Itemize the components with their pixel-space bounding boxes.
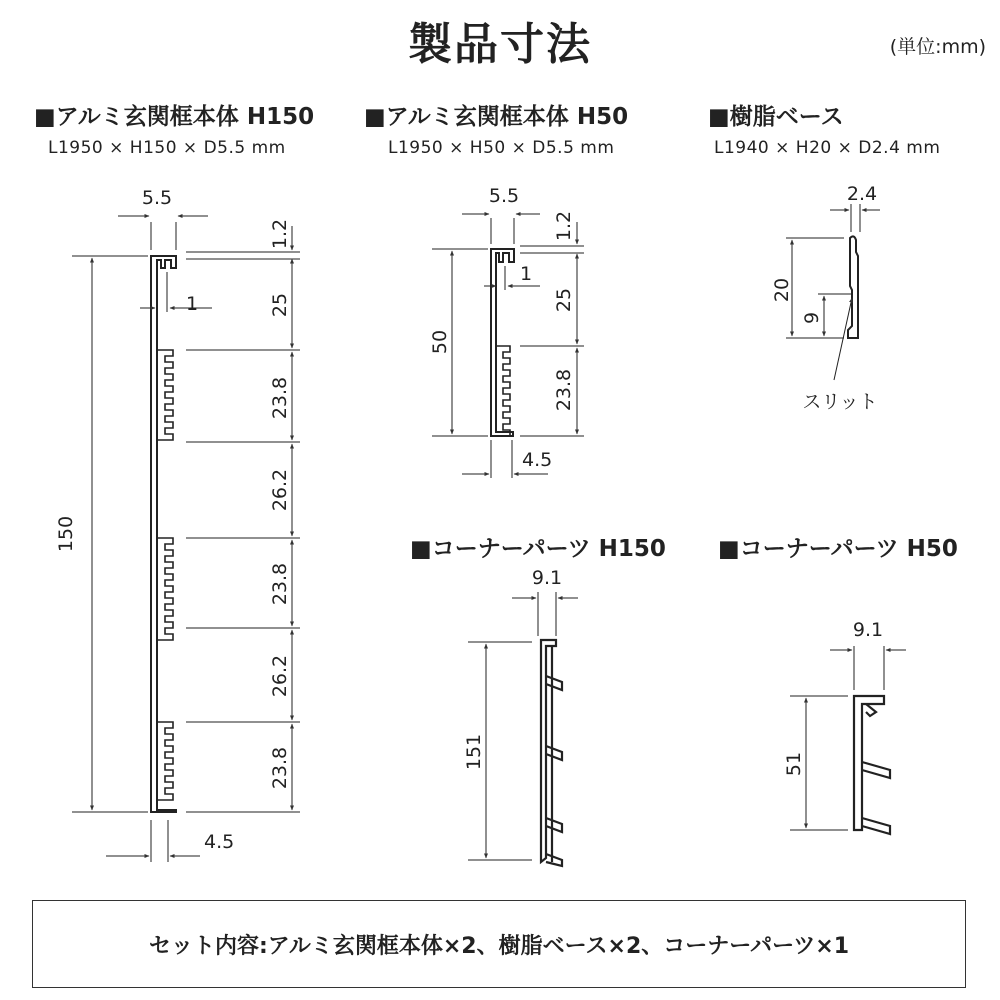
dim-slit-height: 9 [801, 311, 823, 325]
dim-seg3: 26.2 [269, 468, 291, 512]
corner-h50-profile [854, 696, 890, 834]
corner-h150-profile [541, 640, 562, 866]
dim-seg1: 25 [269, 292, 291, 318]
corner-h150-drawing [468, 592, 578, 866]
resin-base-drawing [786, 204, 880, 380]
corner-h50-labels [783, 619, 883, 776]
set-contents-box [32, 900, 966, 988]
frame-h50-profile [491, 249, 514, 436]
dim-width: 5.5 [488, 185, 520, 207]
dim-base: 4.5 [204, 831, 235, 853]
dim-height: 51 [783, 751, 805, 777]
dim-width: 9.1 [531, 567, 563, 589]
section-title-corner-h150: ■コーナーパーツ H150 [410, 536, 666, 562]
frame-h50-drawing [432, 214, 584, 478]
section-title-resin-base: ■樹脂ベース [708, 104, 844, 130]
dim-width: 5.5 [141, 187, 173, 209]
corner-h150-labels [463, 567, 562, 770]
dim-seg2: 23.8 [553, 368, 575, 412]
dim-height: 20 [771, 277, 793, 303]
unit-note: (単位:mm) [889, 36, 986, 58]
section-dims-frame-h50: L1950 × H50 × D5.5 mm [388, 138, 615, 158]
dim-height: 150 [55, 515, 77, 553]
set-contents-text: セット内容:アルミ玄関框本体×2、樹脂ベース×2、コーナーパーツ×1 [148, 933, 850, 959]
dim-seg2: 23.8 [269, 376, 291, 420]
dim-top-gap: 1.2 [553, 210, 575, 242]
resin-base-profile [848, 236, 858, 338]
slit-label: スリット [802, 391, 878, 413]
corner-h50-drawing [790, 646, 906, 834]
dim-width: 9.1 [852, 619, 884, 641]
dim-base: 4.5 [522, 449, 553, 471]
section-title-frame-h150: ■アルミ玄関框本体 H150 [34, 104, 315, 130]
section-title-frame-h50: ■アルミ玄関框本体 H50 [364, 104, 629, 130]
dim-seg1: 25 [553, 287, 575, 313]
dim-seg5: 26.2 [269, 654, 291, 698]
dim-lip: 1 [520, 263, 533, 285]
section-title-corner-h50: ■コーナーパーツ H50 [718, 536, 958, 562]
dim-seg6: 23.8 [269, 746, 291, 790]
dim-top-gap: 1.2 [269, 218, 291, 250]
dim-width: 2.4 [846, 183, 878, 205]
dim-height: 151 [463, 733, 485, 771]
page-title: 製品寸法 [408, 19, 592, 70]
dim-seg4: 23.8 [269, 562, 291, 606]
frame-h50-labels [429, 185, 575, 471]
frame-h150-labels [55, 187, 291, 853]
frame-h150-profile [151, 256, 176, 812]
dim-height: 50 [429, 329, 451, 355]
section-dims-frame-h150: L1950 × H150 × D5.5 mm [48, 138, 286, 158]
section-dims-resin-base: L1940 × H20 × D2.4 mm [714, 138, 941, 158]
dim-lip: 1 [186, 293, 199, 315]
